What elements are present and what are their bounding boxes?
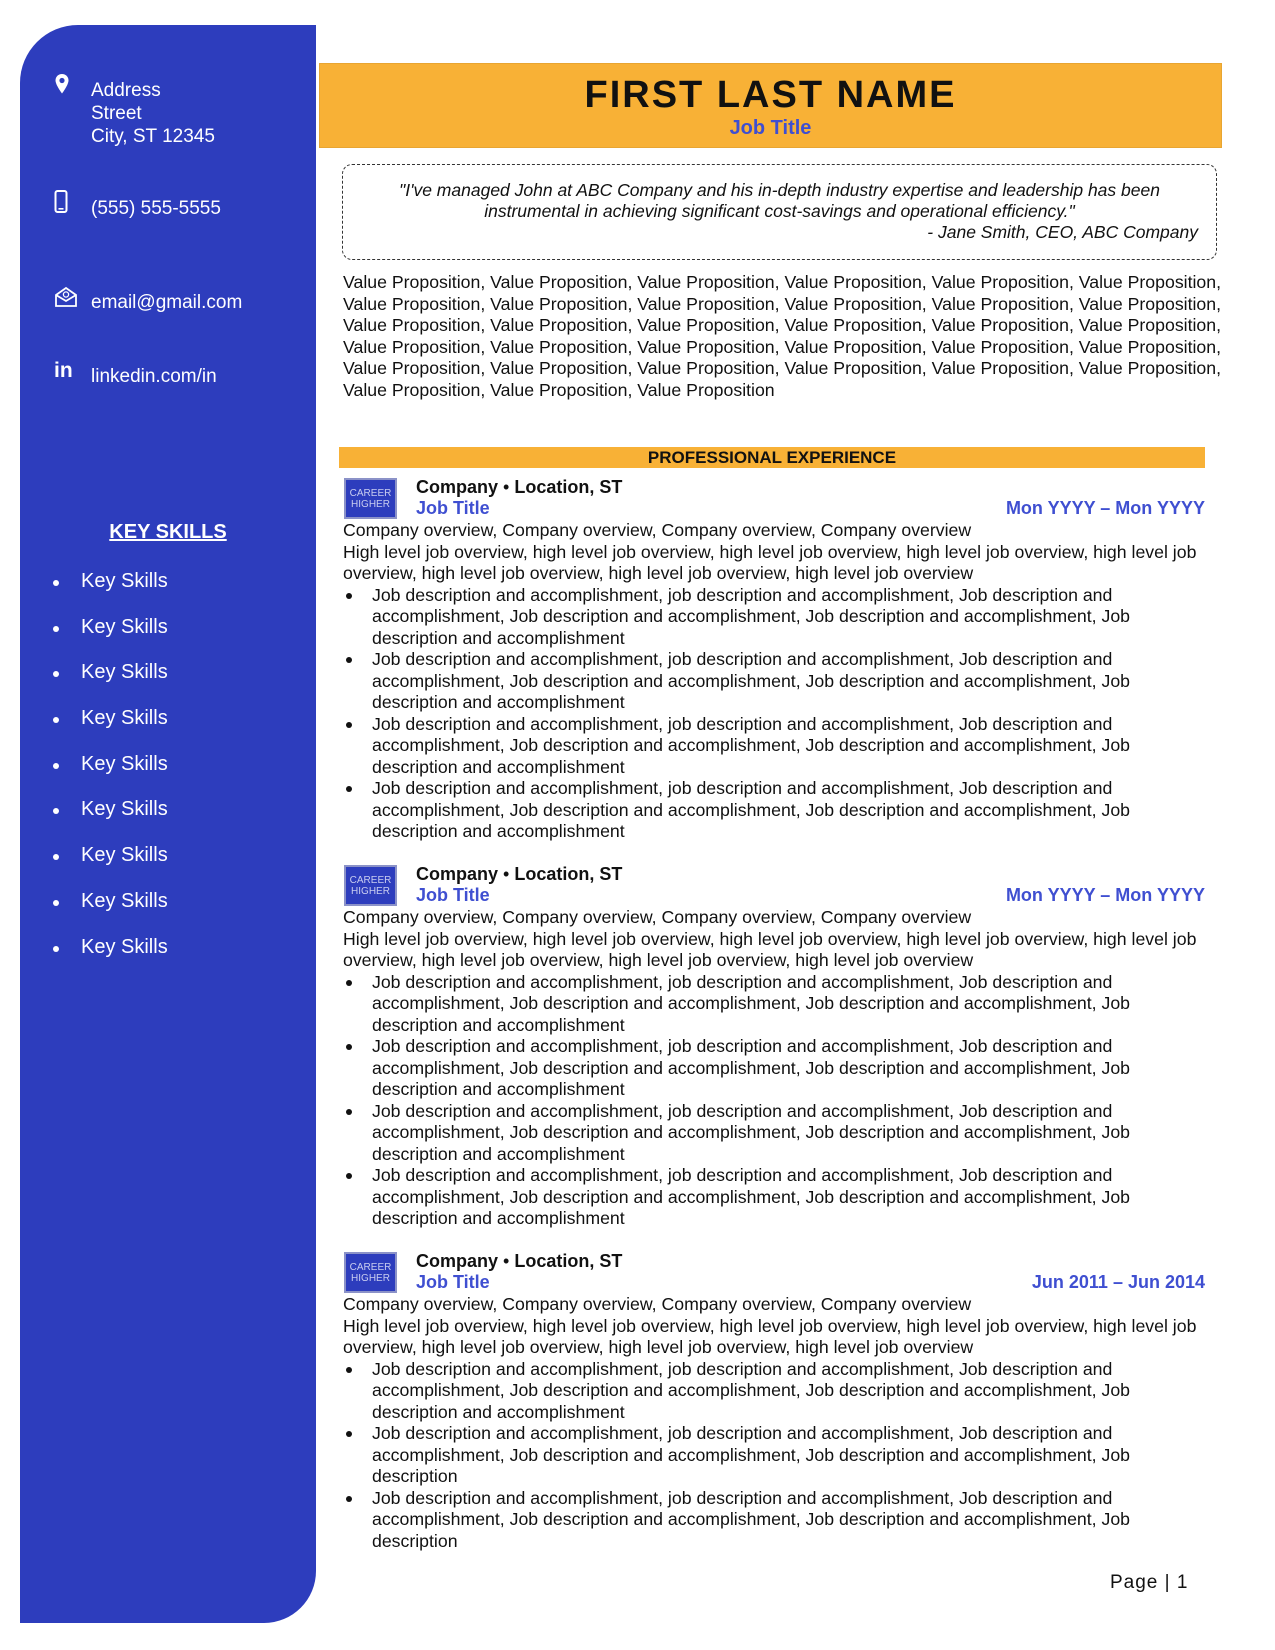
company-location-text: Location, ST	[514, 1251, 623, 1271]
job-bullet: Job description and accomplishment, job description and accomplishment, Job description and accomplishment, Job description and accomplishment, Job description and accomplishment, Job description and accomplishment	[343, 972, 1205, 1037]
company-location-text: Location, ST	[514, 864, 623, 884]
address-text	[91, 79, 215, 148]
job-body	[343, 520, 1205, 843]
quote-author: - Jane Smith, CEO, ABC Company	[927, 222, 1198, 242]
address-line-2: Street	[91, 103, 142, 124]
company-location	[416, 477, 622, 498]
job-overview: High level job overview, high level job overview, high level job overview, high level job overview, high level job overview, high level job overview, high level job overview, high level job overview	[343, 1315, 1197, 1357]
header-job-title: Job Title	[729, 117, 812, 139]
job-overview: High level job overview, high level job overview, high level job overview, high level job overview, high level job overview, high level job overview, high level job overview, high level job overview	[343, 928, 1197, 970]
job-bullet: Job description and accomplishment, job description and accomplishment, Job description and accomplishment, Job description and accomplishment, Job description and accomplishment, Job description and accomplishment	[343, 714, 1205, 779]
job-bullets	[343, 972, 1205, 1230]
company-location	[416, 1251, 622, 1272]
job-bullet: Job description and accomplishment, job description and accomplishment, Job description and accomplishment, Job description and accomplishment, Job description and accomplishment, Job description and accomplishment	[343, 1359, 1205, 1424]
job-overview: High level job overview, high level job overview, high level job overview, high level job overview, high level job overview, high level job overview, high level job overview, high level job overview	[343, 541, 1197, 583]
page-number: Page | 1	[1110, 1572, 1189, 1593]
sidebar	[20, 25, 316, 1623]
job-body	[343, 1294, 1205, 1552]
linkedin-icon: in	[54, 359, 73, 382]
company-overview: Company overview, Company overview, Company overview, Company overview	[343, 520, 972, 540]
job-dates: Mon YYYY – Mon YYYY	[1005, 498, 1205, 518]
skill-item: Key Skills	[20, 889, 316, 935]
job-bullet: Job description and accomplishment, job description and accomplishment, Job description and accomplishment, Job description and accomplishment, Job description and accomplishment, Job description	[343, 1488, 1205, 1553]
linkedin-text[interactable]: linkedin.com/in	[91, 366, 217, 387]
address-line-3: City, ST 12345	[91, 126, 215, 147]
skill-item: Key Skills	[20, 843, 316, 889]
job-bullets	[343, 585, 1205, 843]
job-bullet: Job description and accomplishment, job description and accomplishment, Job description and accomplishment, Job description and accomplishment, Job description and accomplishment, Job description and accomplishment	[343, 1036, 1205, 1101]
company-name: Company	[416, 477, 499, 497]
key-skills-list	[20, 569, 316, 980]
section-heading-experience: PROFESSIONAL EXPERIENCE	[339, 447, 1205, 468]
quote-text: "I've managed John at ABC Company and his in-depth industry expertise and leadership has been instrumental in achieving significant cost-savings and operational efficiency."	[399, 180, 1160, 221]
company-overview: Company overview, Company overview, Company overview, Company overview	[343, 1294, 972, 1314]
separator: •	[503, 864, 510, 884]
company-overview: Company overview, Company overview, Company overview, Company overview	[343, 907, 972, 927]
job-bullet: Job description and accomplishment, job description and accomplishment, Job description and accomplishment, Job description and accomplishment, Job description and accomplishment, Job description and accomplishment	[343, 778, 1205, 843]
skill-item: Key Skills	[20, 569, 316, 615]
company-name: Company	[416, 864, 499, 884]
job-dates: Jun 2011 – Jun 2014	[1031, 1272, 1205, 1292]
mobile-phone-icon	[54, 190, 76, 216]
location-pin-icon	[54, 73, 76, 99]
job-bullet: Job description and accomplishment, job description and accomplishment, Job description and accomplishment, Job description and accomplishment, Job description and accomplishment, Job description	[343, 1423, 1205, 1488]
email-text[interactable]: email@gmail.com	[91, 292, 243, 313]
name-header	[319, 63, 1222, 148]
job-bullet: Job description and accomplishment, job description and accomplishment, Job description and accomplishment, Job description and accomplishment, Job description and accomplishment, Job description and accomplishment	[343, 585, 1205, 650]
skill-item: Key Skills	[20, 660, 316, 706]
skill-item: Key Skills	[20, 615, 316, 661]
job-body	[343, 907, 1205, 1230]
key-skills-heading: KEY SKILLS	[109, 521, 227, 543]
phone-text[interactable]: (555) 555-5555	[91, 198, 221, 219]
separator: •	[503, 1251, 510, 1271]
separator: •	[503, 477, 510, 497]
job-bullet: Job description and accomplishment, job description and accomplishment, Job description and accomplishment, Job description and accomplishment, Job description and accomplishment, Job description and accomplishment	[343, 1101, 1205, 1166]
company-logo: CAREER HIGHER	[344, 1252, 397, 1293]
job-bullet: Job description and accomplishment, job description and accomplishment, Job description and accomplishment, Job description and accomplishment, Job description and accomplishment, Job description and accomplishment	[343, 1165, 1205, 1230]
job-dates: Mon YYYY – Mon YYYY	[1005, 885, 1205, 905]
skill-item: Key Skills	[20, 935, 316, 981]
company-logo: CAREER HIGHER	[344, 865, 397, 906]
address-line-1: Address	[91, 80, 161, 101]
full-name: FIRST LAST NAME	[584, 74, 957, 116]
job-bullets	[343, 1359, 1205, 1553]
job-title: Job Title	[416, 885, 490, 905]
testimonial-quote	[342, 164, 1217, 260]
job-title: Job Title	[416, 498, 490, 518]
email-envelope-icon	[54, 286, 76, 312]
job-bullet: Job description and accomplishment, job description and accomplishment, Job description and accomplishment, Job description and accomplishment, Job description and accomplishment, Job description and accomplishment	[343, 649, 1205, 714]
skill-item: Key Skills	[20, 752, 316, 798]
company-location	[416, 864, 622, 885]
skill-item: Key Skills	[20, 797, 316, 843]
job-title: Job Title	[416, 1272, 490, 1292]
skill-item: Key Skills	[20, 706, 316, 752]
company-location-text: Location, ST	[514, 477, 623, 497]
value-proposition: Value Proposition, Value Proposition, Value Proposition, Value Proposition, Value Proposition, Value Proposition, Value Proposition, Value Proposition, Value Proposition, Value Proposition, Value Proposition, Value Proposition, Value Proposition, Value Proposition, Value Proposition, Value Proposition, Value Proposition, Value Proposition, Value Proposition, Value Proposition, Value Proposition, Value Proposition, Value Proposition, Value Proposition, Value Proposition, Value Proposition, Value Proposition, Value Proposition, Value Proposition, Value Proposition, Value Proposition, Value Proposition, Value Proposition	[343, 272, 1222, 400]
company-name: Company	[416, 1251, 499, 1271]
company-logo: CAREER HIGHER	[344, 478, 397, 519]
